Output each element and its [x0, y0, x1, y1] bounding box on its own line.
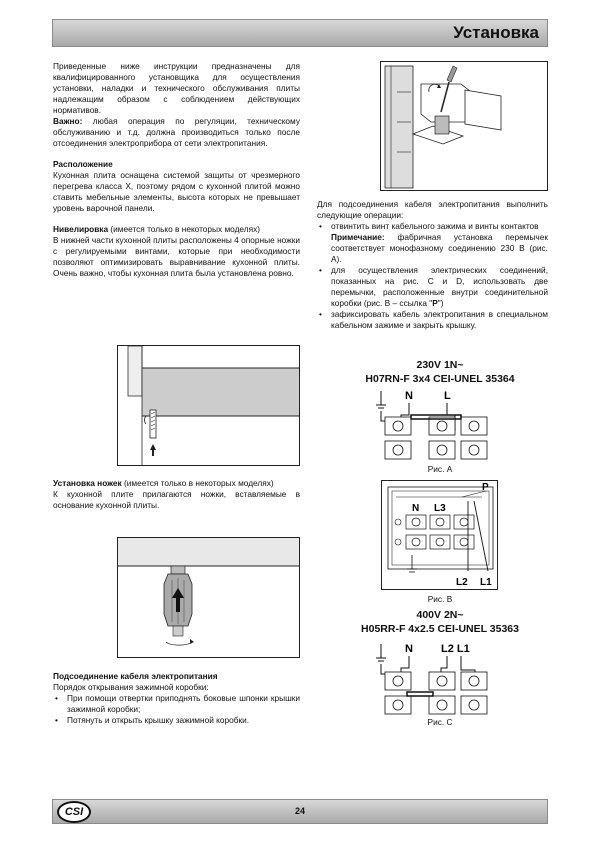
legs-note: (имеется только в некоторых моделях) — [121, 478, 274, 488]
terminal-block-bottom — [385, 692, 487, 714]
left-column-top — [53, 61, 300, 279]
diagram-c-label-l2l1: L2 L1 — [441, 643, 470, 655]
diagram-b-label-l1: L1 — [480, 577, 492, 588]
page-footer — [52, 799, 548, 824]
diagram-c-voltage: 400V 2N~ — [416, 609, 464, 621]
placement-paragraph: Кухонная плита оснащена системой защиты от чрезмерного перегрева класса X, поэтому рядом с кухонной плитой можно ставить мебельные элементы, высота которых не превышает уровень варочной панели. — [53, 170, 300, 213]
diagram-a-label-l: L — [444, 390, 451, 402]
intro-paragraph: Приведенные ниже инструкции предназначены для квалифицированного установщика для осуществления установки, наладки и технического обслуживания плиты надлежащим образом с соблюдением действующих нормативов. — [53, 61, 300, 115]
diagram-a-wiring — [375, 385, 505, 463]
right-step-2-ref: P — [432, 298, 438, 308]
diagram-a-voltage: 230V 1N~ — [416, 359, 464, 371]
cable-section — [53, 671, 300, 726]
right-step-2-end: ") — [437, 298, 444, 308]
page-header — [52, 19, 548, 47]
right-step-2 — [317, 265, 548, 309]
terminal-box-illustration — [380, 61, 548, 191]
important-text: любая операция по регуляции, техническому обслуживанию и т.д. должна производиться только после отсоединения электроприбора от сети электропитания. — [53, 116, 300, 148]
cable-heading: Подсоединение кабеля электропитания — [53, 671, 218, 681]
diagram-a-title — [345, 358, 535, 386]
right-column-text — [317, 199, 548, 331]
diagram-a-label-n: N — [405, 390, 413, 402]
leveling-heading-line — [53, 224, 300, 235]
legs-heading-line — [53, 478, 300, 489]
cable-step-2: • Потянуть и открыть крышку зажимной коробки. — [53, 715, 300, 726]
important-label: Важно: — [53, 116, 83, 126]
page-title: Установка — [453, 23, 539, 42]
diagram-c-label-n: N — [405, 643, 413, 655]
leveling-heading: Нивелировка — [53, 224, 109, 234]
diagram-a-cable-spec: H07RN-F 3x4 CEI-UNEL 35364 — [365, 373, 515, 385]
legs-heading: Установка ножек — [53, 478, 122, 488]
note-label: Примечание: — [331, 232, 385, 242]
diagram-c-cable-spec: H05RR-F 4x2.5 CEI-UNEL 35363 — [361, 623, 519, 635]
diagram-b-label-p: P — [482, 482, 489, 493]
diagram-b-box — [381, 480, 498, 590]
diagram-c-wiring — [375, 638, 505, 718]
terminal-block-bottom — [385, 441, 487, 459]
diagram-c-caption: Рис. C — [427, 717, 453, 727]
diagram-b-label-l2: L2 — [456, 577, 468, 588]
ground-icon — [376, 644, 386, 661]
leveling-paragraph: В нижней части кухонной плиты расположены 4 опорные ножки с регулируемыми винтами, которые при необходимости позволяют оптимизировать выравнивание кухонной плиты. Очень важно, чтобы кухонная плита была установлена ровно. — [53, 235, 300, 278]
diagram-a-caption: Рис. A — [427, 464, 453, 474]
important-paragraph — [53, 116, 300, 149]
right-step-2-text: для осуществления электрических соединений, показанных на рис. С и D, использовать две перемычки, расположенные внутри соединительной коробки (рис. В – ссылка " — [331, 265, 548, 308]
leveling-note: (имеется только в некоторых моделях) — [108, 224, 261, 234]
csi-logo: CSI — [57, 801, 91, 823]
placement-heading: Расположение — [53, 159, 113, 169]
leveling-illustration — [117, 345, 300, 466]
legs-section — [53, 478, 300, 511]
terminal-block-top — [385, 672, 487, 690]
cable-intro: Порядок открывания зажимной коробки: — [53, 682, 209, 692]
cable-steps-list — [53, 693, 300, 726]
right-steps-list — [317, 221, 548, 331]
legs-illustration — [117, 537, 300, 658]
diagram-c-title — [345, 608, 535, 636]
note-text: фабричная установка перемычек соответствует монофазному соединению 230 В (рис. А). — [331, 232, 548, 264]
ground-icon — [376, 391, 386, 408]
diagram-b-label-l3: L3 — [434, 503, 446, 514]
right-intro: Для подсоединения кабеля электропитания выполнить следующие операции: — [317, 199, 548, 220]
cable-step-1: • При помощи отвертки приподнять боковые шпонки крышки зажимной коробки; — [53, 693, 300, 715]
terminal-block-top — [385, 415, 487, 435]
diagram-b-label-n: N — [412, 503, 420, 514]
legs-paragraph: К кухонной плите прилагаются ножки, вставляемые в основание кухонной плиты. — [53, 489, 300, 510]
right-step-1 — [317, 221, 548, 265]
right-step-1-text: отвинтить винт кабельного зажима и винты контактов — [331, 221, 539, 231]
right-step-3: • зафиксировать кабель электропитания в специальном кабельном зажиме и закрыть крышку. — [317, 309, 548, 331]
diagram-b-caption: Рис. B — [427, 594, 453, 604]
page-number: 24 — [294, 806, 305, 816]
